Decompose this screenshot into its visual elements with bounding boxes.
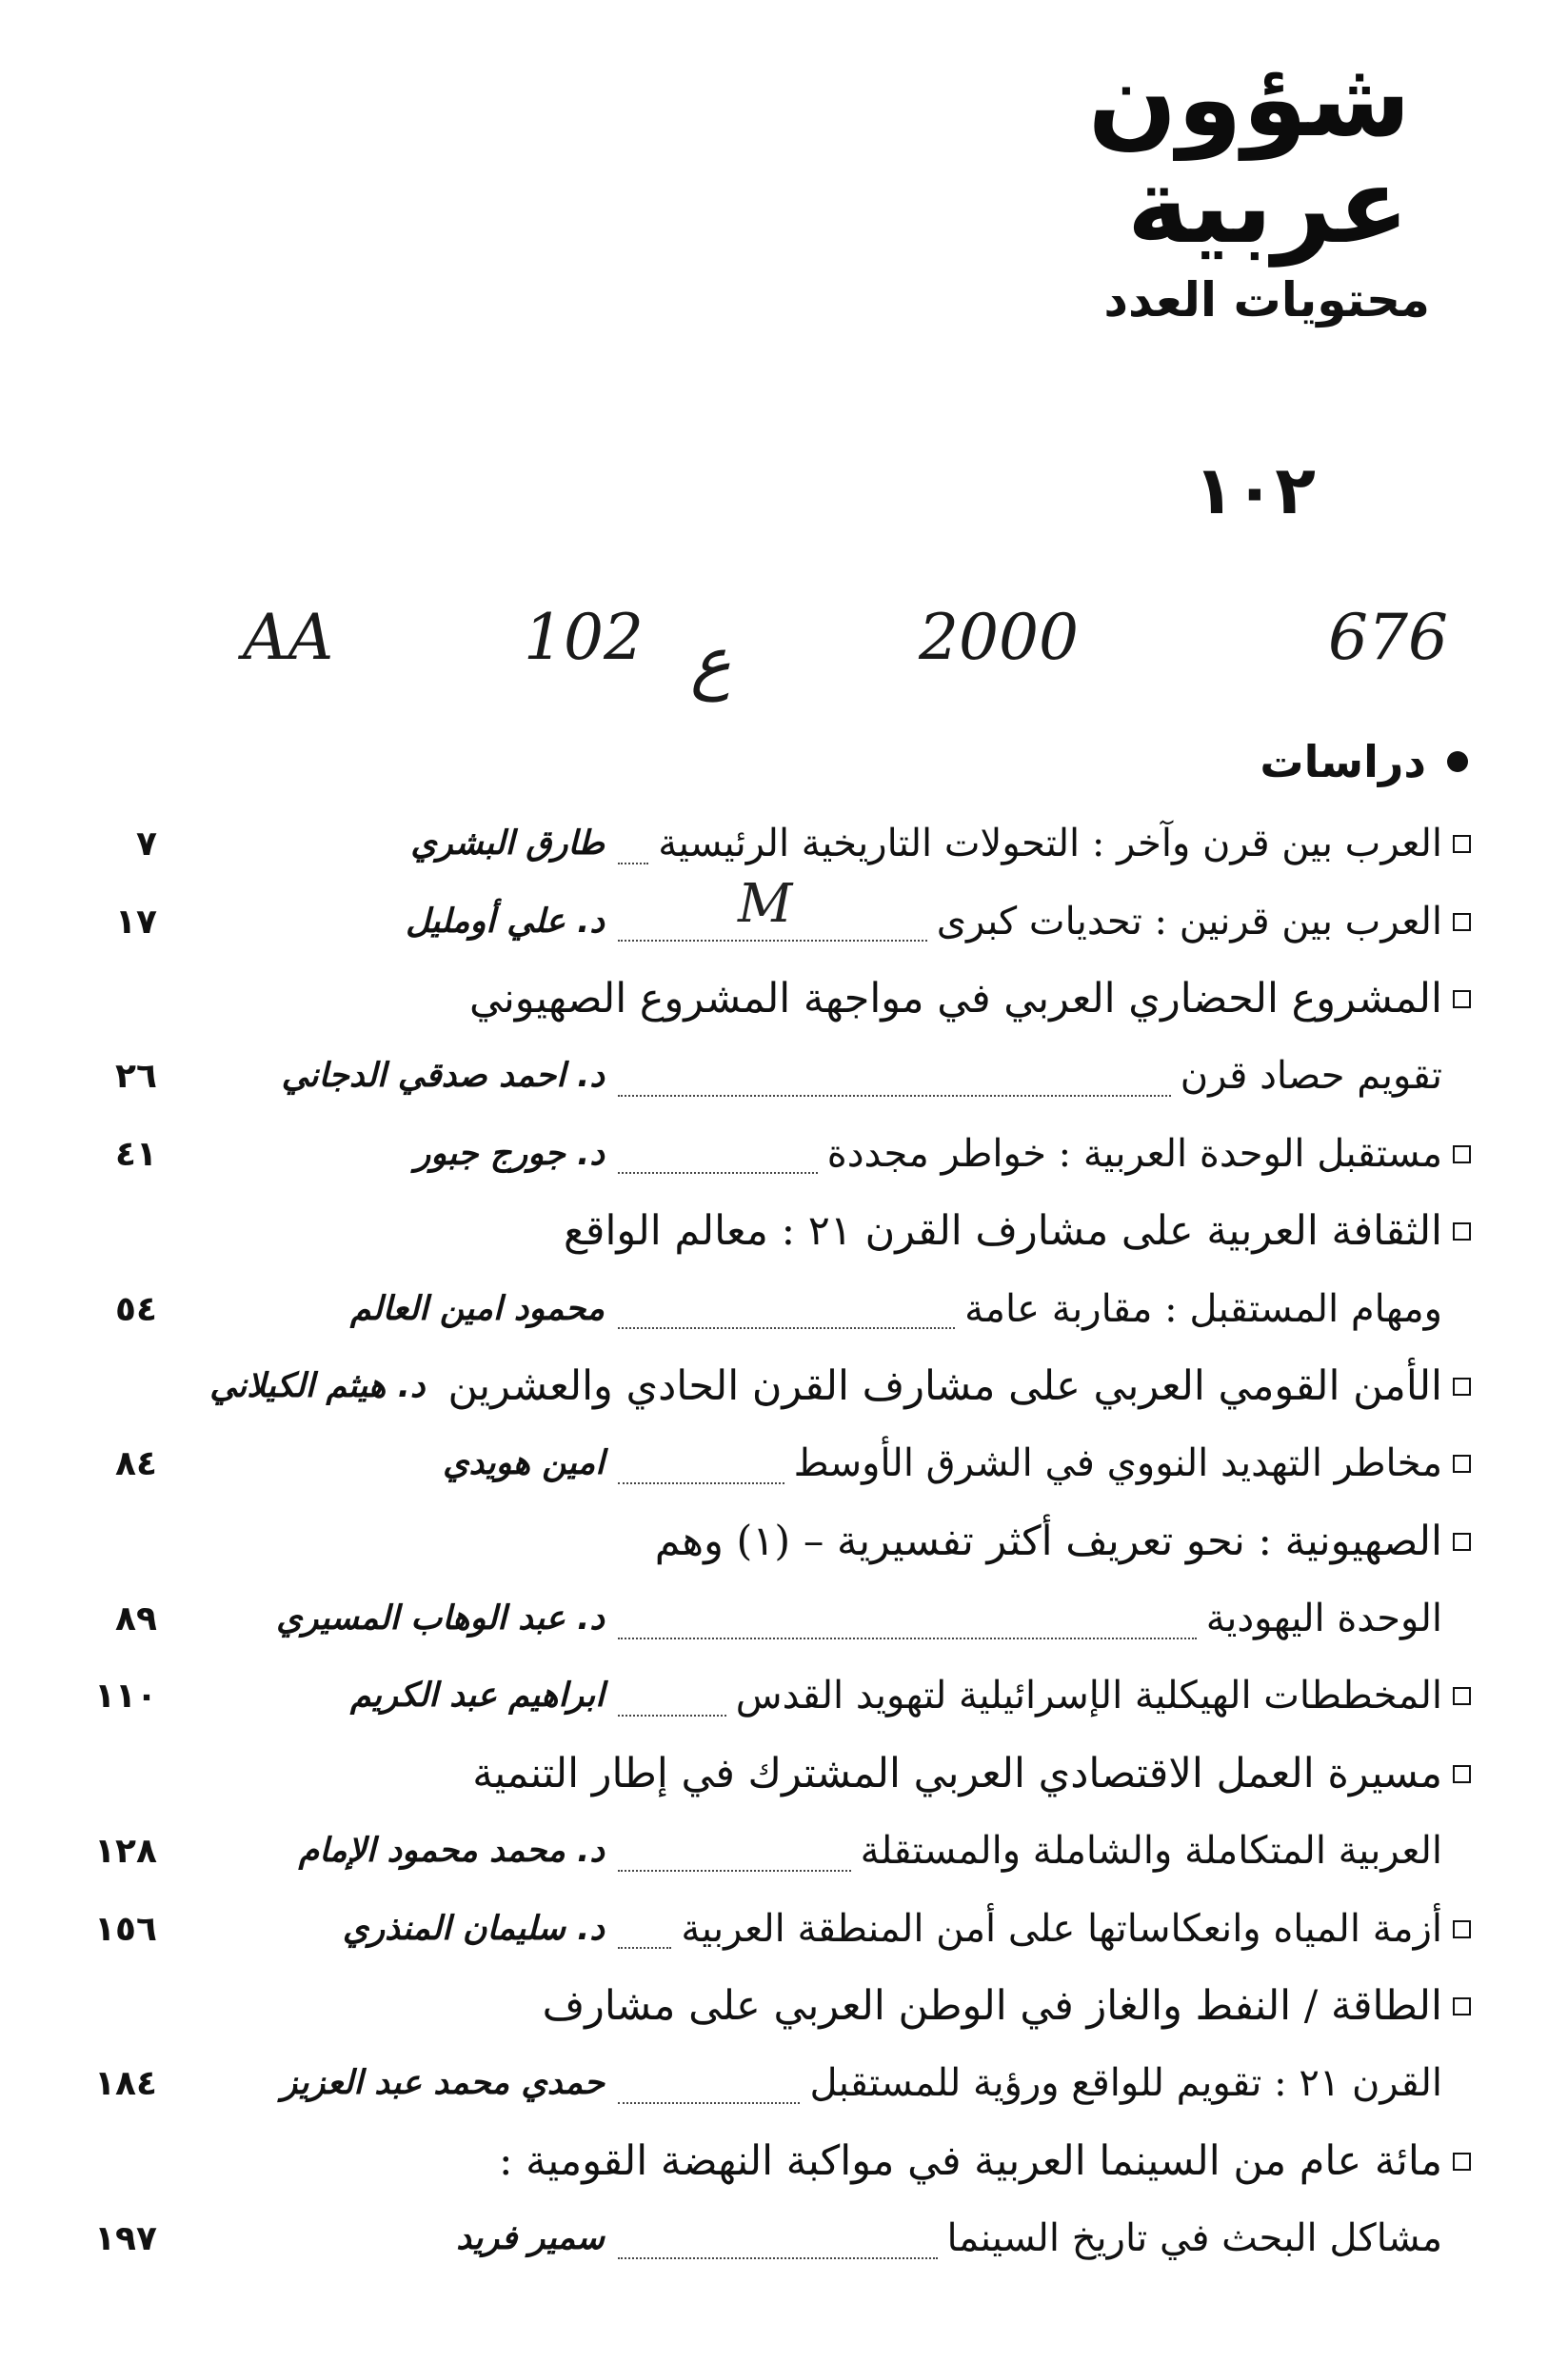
dotted-leader (618, 1638, 1197, 1639)
toc-entry-second-line[interactable] (52, 1580, 1480, 1658)
toc-entry[interactable] (52, 1116, 1480, 1193)
entry-title-line2: الوحدة اليهودية (1205, 1597, 1442, 1641)
entry-author: د. علي أومليل (406, 902, 605, 941)
entry-author: د. محمد محمود الإمام (298, 1832, 605, 1871)
entry-title-line1: الصهيونية : نحو تعريف أكثر تفسيرية – (١) وهم (654, 1517, 1442, 1565)
entry-author: د. هيثم الكيلاني (209, 1366, 426, 1405)
checkbox-icon (1442, 1920, 1480, 1938)
toc-entry-first-line[interactable] (52, 2123, 1480, 2200)
entry-title-line2: العربية المتكاملة والشاملة والمستقلة (860, 1829, 1442, 1874)
dotted-leader (618, 1482, 784, 1484)
entry-page: ١٨٤ (94, 2064, 157, 2104)
toc-entry-first-line[interactable] (52, 1193, 1480, 1270)
dotted-leader (618, 1870, 851, 1872)
contents-heading: محتويات العدد (1103, 272, 1430, 328)
dotted-leader (618, 2257, 938, 2259)
handwritten-note-5: 676 (1328, 601, 1448, 674)
checkbox-icon (1442, 1455, 1480, 1473)
entry-title: العرب بين قرنين : تحديات كبرى (936, 899, 1442, 943)
toc-entry[interactable] (52, 1658, 1480, 1735)
handwritten-mark: M (738, 873, 793, 935)
handwritten-note-1: AA (243, 601, 334, 674)
magazine-logo (1087, 38, 1411, 267)
entry-title-line2: مشاكل البحث في تاريخ السينما (946, 2216, 1442, 2261)
toc-entry-first-line[interactable] (52, 1503, 1480, 1580)
section-heading (1260, 733, 1468, 790)
toc-entry-second-line[interactable] (52, 2045, 1480, 2122)
entry-page: ١٩٧ (94, 2219, 157, 2259)
handwritten-note-4: 2000 (919, 601, 1079, 674)
dotted-leader (618, 1327, 955, 1329)
entry-author: سمير فريد (456, 2219, 605, 2258)
entry-title: المخططات الهيكلية الإسرائيلية لتهويد القدس (735, 1674, 1442, 1718)
toc-entry-first-line[interactable] (52, 1968, 1480, 2045)
entry-title-line1: الطاقة / النفط والغاز في الوطن العربي على مشارف (542, 1982, 1442, 2031)
checkbox-icon (1442, 1533, 1480, 1551)
entry-page: ٢٦ (115, 1057, 157, 1097)
entry-author: محمود امين العالم (349, 1289, 605, 1328)
toc-entry-first-line[interactable] (52, 1736, 1480, 1813)
entry-title: الأمن القومي العربي على مشارف القرن الحادي والعشرين (447, 1361, 1442, 1410)
checkbox-icon (1442, 1687, 1480, 1705)
toc-entry-second-line[interactable] (52, 1270, 1480, 1347)
checkbox-icon (1442, 1145, 1480, 1163)
dotted-leader (618, 1715, 726, 1717)
entry-author: ابراهيم عبد الكريم (349, 1677, 605, 1716)
table-of-contents (52, 805, 1480, 2277)
checkbox-icon (1442, 1222, 1480, 1241)
entry-title-line1: مسيرة العمل الاقتصادي العربي المشترك في إطار التنمية (472, 1749, 1442, 1797)
toc-entry[interactable] (52, 1348, 1480, 1425)
handwritten-note-2: 102 (524, 601, 644, 674)
entry-title: العرب بين قرن وآخر : التحولات التاريخية الرئيسية (658, 822, 1442, 866)
entry-title: مخاطر التهديد النووي في الشرق الأوسط (793, 1441, 1442, 1486)
toc-entry[interactable] (52, 805, 1480, 883)
dotted-leader (618, 1095, 1171, 1097)
entry-page: ٤١ (115, 1134, 157, 1174)
toc-entry-first-line[interactable] (52, 961, 1480, 1038)
handwritten-note-3: ع (690, 622, 731, 702)
entry-title-line2: القرن ٢١ : تقويم للواقع ورؤية للمستقبل (809, 2061, 1442, 2106)
entry-author: د. جورج جبور (414, 1134, 605, 1173)
toc-entry-second-line[interactable] (52, 1813, 1480, 1890)
dotted-leader (618, 2102, 800, 2104)
entry-title-line1: الثقافة العربية على مشارف القرن ٢١ : معالم الواقع (564, 1207, 1442, 1256)
checkbox-icon (1442, 990, 1480, 1008)
toc-entry[interactable] (52, 1425, 1480, 1502)
checkbox-icon (1442, 913, 1480, 931)
entry-page: ١٢٨ (94, 1832, 157, 1872)
entry-title: مستقبل الوحدة العربية : خواطر مجددة (826, 1131, 1442, 1176)
entry-page: ٨٩ (115, 1599, 157, 1639)
dotted-leader (618, 863, 648, 864)
entry-author: امين هويدي (443, 1444, 605, 1483)
entry-author: د. سليمان المنذري (342, 1909, 605, 1948)
entry-title-line2: تقويم حصاد قرن (1180, 1054, 1442, 1099)
issue-number: ١٠٢ (1193, 451, 1316, 529)
checkbox-icon (1442, 1765, 1480, 1783)
logo-line-1: شؤون (1087, 38, 1411, 160)
entry-title: أزمة المياه وانعكاساتها على أمن المنطقة العربية (681, 1906, 1442, 1951)
entry-title-line1: المشروع الحضاري العربي في مواجهة المشروع الصهيوني (469, 974, 1442, 1023)
dotted-leader (618, 1947, 671, 1949)
logo-line-2: عربية (1126, 145, 1410, 267)
toc-entry-second-line[interactable] (52, 1038, 1480, 1115)
entry-page: ٨٤ (115, 1444, 157, 1484)
section-title: دراسات (1260, 736, 1426, 787)
bullet-dot-icon (1447, 751, 1468, 772)
toc-entry[interactable] (52, 883, 1480, 960)
dotted-leader (618, 1172, 818, 1174)
toc-entry[interactable] (52, 1890, 1480, 1967)
entry-page: ١٥٦ (94, 1909, 157, 1949)
entry-author: د. احمد صدقي الدجاني (281, 1057, 605, 1096)
entry-page: ٧ (136, 824, 157, 864)
toc-entry-second-line[interactable] (52, 2200, 1480, 2277)
entry-page: ١٧ (115, 902, 157, 942)
entry-page: ٥٤ (115, 1289, 157, 1329)
entry-author: طارق البشري (410, 824, 605, 864)
entry-title-line1: مائة عام من السينما العربية في مواكبة النهضة القومية : (499, 2136, 1442, 2185)
checkbox-icon (1442, 1997, 1480, 2016)
checkbox-icon (1442, 835, 1480, 853)
entry-title-line2: ومهام المستقبل : مقاربة عامة (964, 1286, 1442, 1331)
entry-author: د. عبد الوهاب المسيري (276, 1599, 605, 1638)
checkbox-icon (1442, 1378, 1480, 1396)
dotted-leader (618, 940, 927, 942)
entry-author: حمدي محمد عبد العزيز (281, 2064, 605, 2103)
entry-page: ١١٠ (94, 1677, 157, 1717)
checkbox-icon (1442, 2153, 1480, 2171)
